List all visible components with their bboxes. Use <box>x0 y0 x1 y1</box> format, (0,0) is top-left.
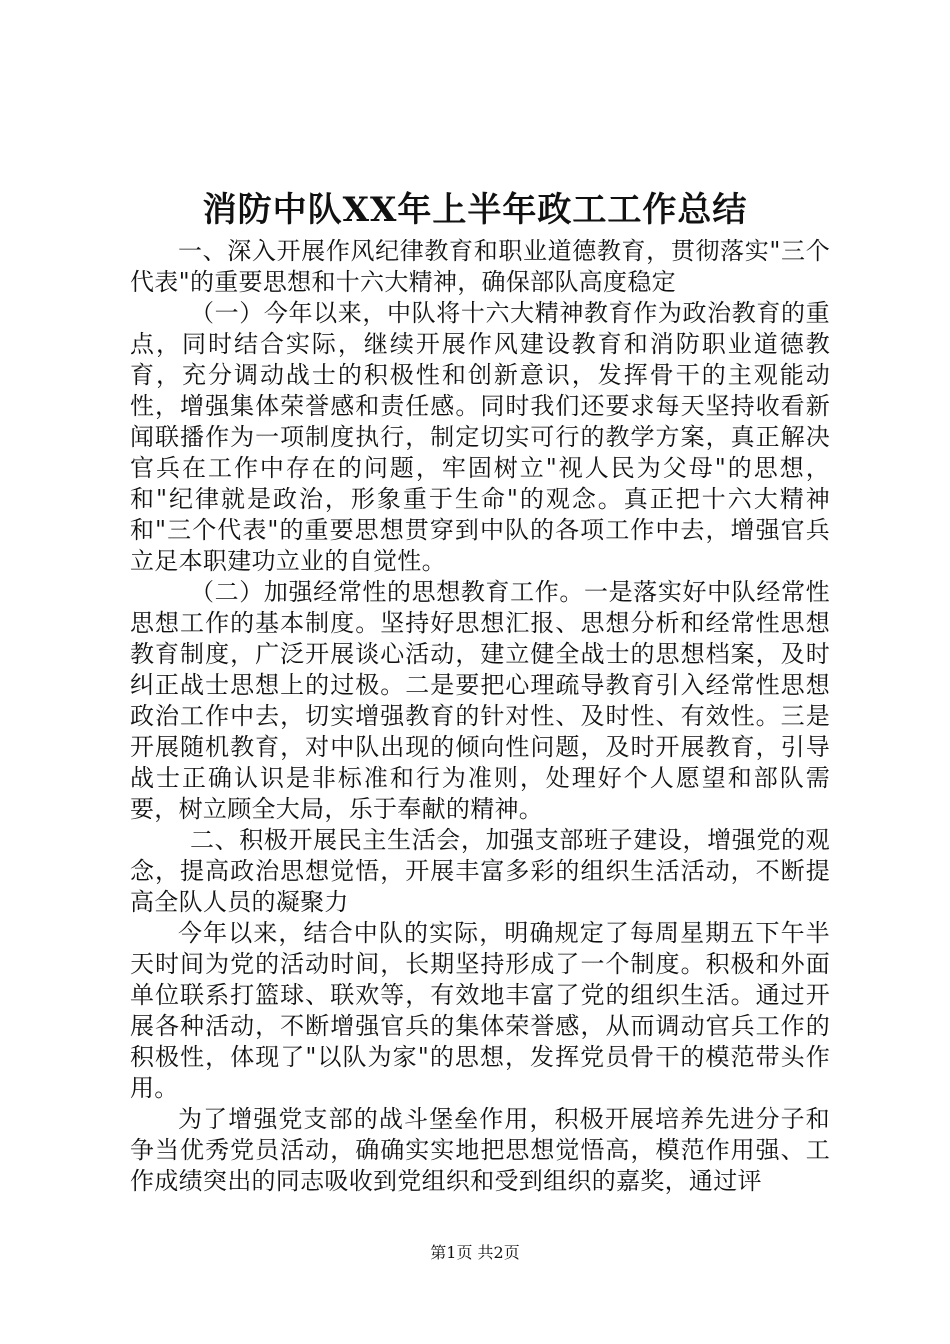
document-body <box>130 236 830 1197</box>
paragraph-party-activities: 今年以来，结合中队的实际，明确规定了每周星期五下午半天时间为党的活动时间，长期坚持形成了一个制度。积极和外面单位联系打篮球、联欢等，有效地丰富了党的组织生活。通过开展各种活动，不断增强官兵的集体荣誉感，从而调动官兵工作的积极性，体现了"以队为家"的思想，发挥党员骨干的模范带头作用。 <box>130 919 830 1102</box>
document-title: 消防中队XX年上半年政工工作总结 <box>202 190 748 230</box>
paragraph-section-one-heading: 一、深入开展作风纪律教育和职业道德教育，贯彻落实"三个代表"的重要思想和十六大精神，确保部队高度稳定 <box>130 237 830 296</box>
paragraph-party-building: 为了增强党支部的战斗堡垒作用，积极开展培养先进分子和争当优秀党员活动，确确实实地把思想觉悟高，模范作用强、工作成绩突出的同志吸收到党组织和受到组织的嘉奖，通过评 <box>130 1105 830 1195</box>
page-number-footer: 第1页 共2页 <box>430 1243 520 1262</box>
paragraph-section-two-heading: 二、积极开展民主生活会，加强支部班子建设，增强党的观念，提高政治思想觉悟，开展丰富多彩的组织生活活动，不断提高全队人员的凝聚力 <box>130 826 830 916</box>
paragraph-item-one: （一）今年以来，中队将十六大精神教育作为政治教育的重点，同时结合实际，继续开展作风建设教育和消防职业道德教育，充分调动战士的积极性和创新意识，发挥骨干的主观能动性，增强集体荣誉感和责任感。同时我们还要求每天坚持收看新闻联播作为一项制度执行，制定切实可行的教学方案，真正解决官兵在工作中存在的问题，牢固树立"视人民为父母"的思想，和"纪律就是政治，形象重于生命"的观念。真正把十六大精神和"三个代表"的重要思想贯穿到中队的各项工作中去，增强官兵立足本职建功立业的自觉性。 <box>130 299 830 575</box>
paragraph-item-two: （二）加强经常性的思想教育工作。一是落实好中队经常性思想工作的基本制度。坚持好思想汇报、思想分析和经常性思想教育制度，广泛开展谈心活动，建立健全战士的思想档案，及时纠正战士思想上的过极。二是要把心理疏导教育引入经常性思想政治工作中去，切实增强教育的针对性、及时性、有效性。三是开展随机教育，对中队出现的倾向性问题，及时开展教育，引导战士正确认识是非标准和行为准则，处理好个人愿望和部队需要，树立顾全大局，乐于奉献的精神。 <box>130 578 830 823</box>
